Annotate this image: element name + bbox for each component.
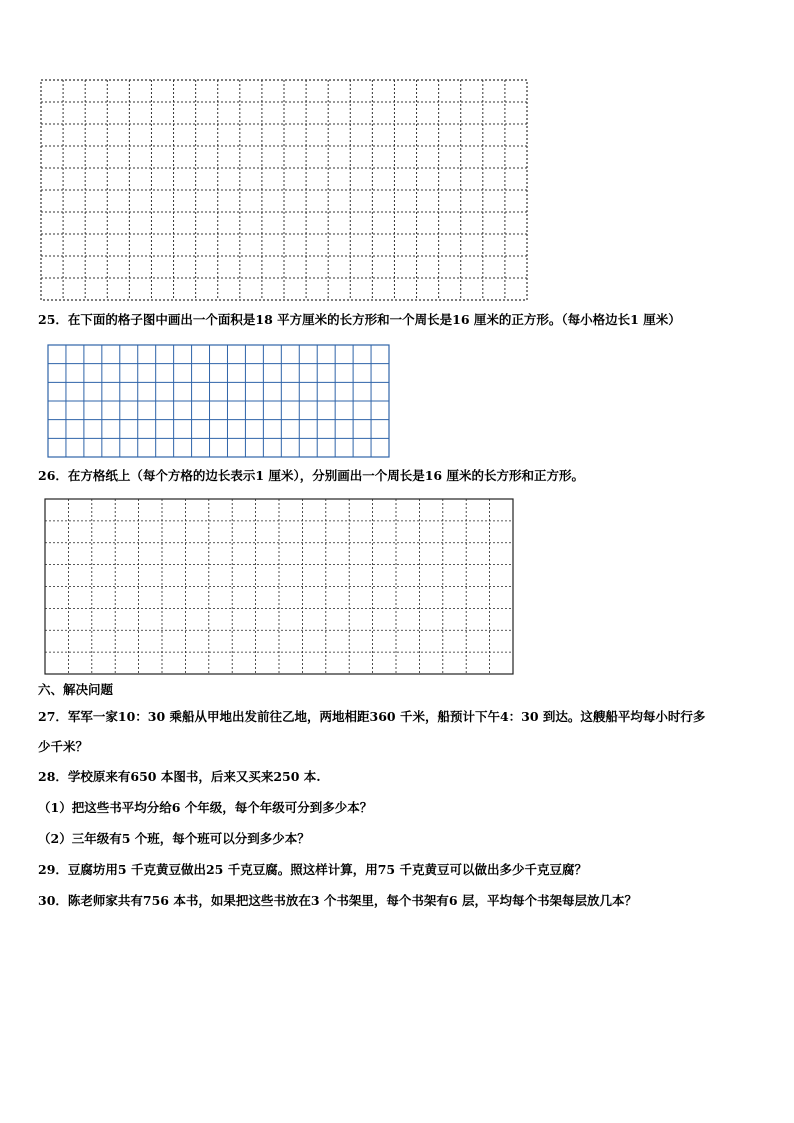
question-30: 30．陈老师家共有756 本书，如果把这些书放在3 个书架里，每个书架有6 层，平均每个书架每层放几本？ (38, 893, 637, 908)
question-28: 28．学校原来有650 本图书，后来又买来250 本. (38, 769, 321, 784)
question-28-part-2: （2）三年级有5 个班，每个班可以分到多少本？ (38, 831, 310, 846)
question-29: 29．豆腐坊用5 千克黄豆做出25 千克豆腐。照这样计算，用75 千克黄豆可以做出多少千克豆腐？ (38, 862, 587, 877)
section-6-heading: 六、解决问题 (38, 682, 114, 697)
question-26: 26．在方格纸上（每个方格的边长表示1 厘米），分别画出一个周长是16 厘米的长方形和正方形。 (38, 468, 584, 483)
question-28-part-1: （1）把这些书平均分给6 个年级，每个年级可分到多少本？ (38, 800, 373, 815)
graph-paper-grid-3 (44, 498, 514, 675)
question-25: 25．在下面的格子图中画出一个面积是18 平方厘米的长方形和一个周长是16 厘米的正方形。（每小格边长1 厘米） (38, 312, 681, 327)
question-27-line-2: 少千米？ (38, 739, 89, 754)
dashed-grid-1 (40, 79, 528, 301)
blue-grid-2 (47, 344, 390, 458)
question-27-line-1: 27．军军一家10：30 乘船从甲地出发前往乙地，两地相距360 千米，船预计下午4：30 到达。这艘船平均每小时行多 (38, 709, 706, 724)
